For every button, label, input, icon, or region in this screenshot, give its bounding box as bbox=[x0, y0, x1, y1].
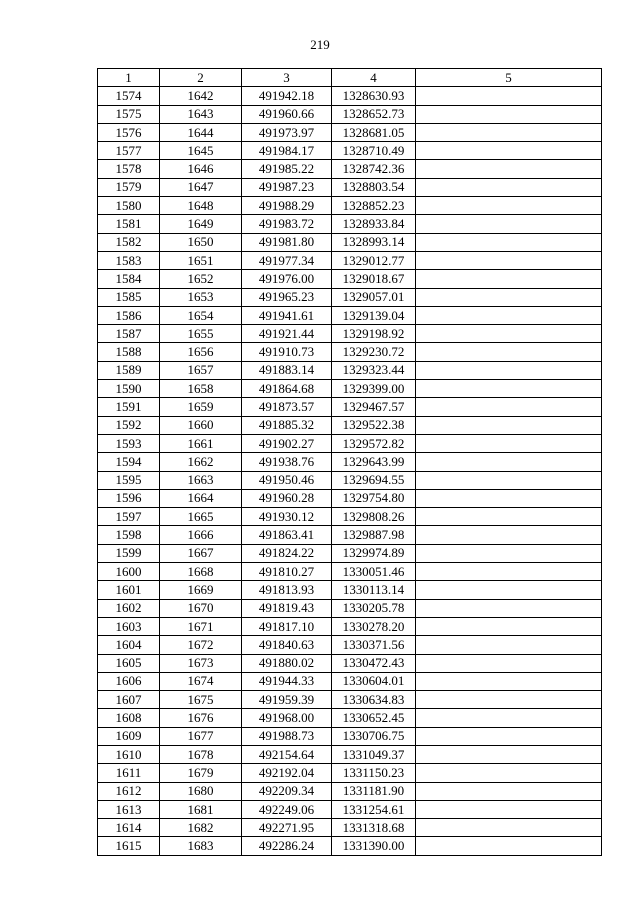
table-cell: 1330634.83 bbox=[332, 691, 416, 709]
table-cell: 1588 bbox=[98, 343, 160, 361]
table-row bbox=[98, 453, 602, 471]
table-cell: 1329694.55 bbox=[332, 471, 416, 489]
table-cell bbox=[416, 819, 602, 837]
table-row bbox=[98, 87, 602, 105]
table-row bbox=[98, 197, 602, 215]
table-cell: 1329754.80 bbox=[332, 489, 416, 507]
table-cell: 1659 bbox=[160, 398, 242, 416]
table-cell: 1655 bbox=[160, 325, 242, 343]
table-cell: 1592 bbox=[98, 416, 160, 434]
table-cell: 1329230.72 bbox=[332, 343, 416, 361]
table-cell: 491968.00 bbox=[242, 709, 332, 727]
table-cell: 1331150.23 bbox=[332, 764, 416, 782]
table-cell: 1591 bbox=[98, 398, 160, 416]
table-row bbox=[98, 709, 602, 727]
table-cell: 1331181.90 bbox=[332, 782, 416, 800]
table-cell: 1587 bbox=[98, 325, 160, 343]
table-cell bbox=[416, 672, 602, 690]
table-cell: 1603 bbox=[98, 617, 160, 635]
table-cell: 492286.24 bbox=[242, 837, 332, 855]
table-row bbox=[98, 617, 602, 635]
table-cell: 1669 bbox=[160, 581, 242, 599]
table-cell: 1584 bbox=[98, 270, 160, 288]
table-cell: 1654 bbox=[160, 306, 242, 324]
table-row bbox=[98, 416, 602, 434]
table-cell: 492154.64 bbox=[242, 745, 332, 763]
table-cell: 1601 bbox=[98, 581, 160, 599]
table-cell: 1594 bbox=[98, 453, 160, 471]
table-row bbox=[98, 434, 602, 452]
table-cell: 1667 bbox=[160, 544, 242, 562]
table-row bbox=[98, 361, 602, 379]
table-cell: 1328933.84 bbox=[332, 215, 416, 233]
table-cell: 1662 bbox=[160, 453, 242, 471]
page-number: 219 bbox=[310, 37, 330, 52]
table-cell: 1328681.05 bbox=[332, 123, 416, 141]
table-cell: 1330652.45 bbox=[332, 709, 416, 727]
table-cell: 1665 bbox=[160, 508, 242, 526]
table-cell bbox=[416, 471, 602, 489]
table-cell bbox=[416, 105, 602, 123]
table-cell: 1597 bbox=[98, 508, 160, 526]
table-cell: 1657 bbox=[160, 361, 242, 379]
table-cell: 491984.17 bbox=[242, 142, 332, 160]
table-cell bbox=[416, 215, 602, 233]
table-cell: 1651 bbox=[160, 251, 242, 269]
table-cell: 1670 bbox=[160, 599, 242, 617]
table-cell: 491960.28 bbox=[242, 489, 332, 507]
table-cell: 1645 bbox=[160, 142, 242, 160]
table-cell: 1663 bbox=[160, 471, 242, 489]
table-cell: 1576 bbox=[98, 123, 160, 141]
table-row bbox=[98, 837, 602, 855]
table-cell: 1653 bbox=[160, 288, 242, 306]
table-cell bbox=[416, 361, 602, 379]
table-cell: 491976.00 bbox=[242, 270, 332, 288]
table-cell: 491885.32 bbox=[242, 416, 332, 434]
table-row bbox=[98, 727, 602, 745]
table-row bbox=[98, 178, 602, 196]
column-header: 4 bbox=[332, 69, 416, 87]
table-cell: 491863.41 bbox=[242, 526, 332, 544]
table-cell: 491883.14 bbox=[242, 361, 332, 379]
table-cell: 491965.23 bbox=[242, 288, 332, 306]
table-cell: 491817.10 bbox=[242, 617, 332, 635]
table-cell: 1678 bbox=[160, 745, 242, 763]
table-cell: 1604 bbox=[98, 636, 160, 654]
table-cell: 1329399.00 bbox=[332, 380, 416, 398]
table-cell: 1598 bbox=[98, 526, 160, 544]
table-cell: 1583 bbox=[98, 251, 160, 269]
table-row bbox=[98, 526, 602, 544]
table-cell: 491988.73 bbox=[242, 727, 332, 745]
table-cell: 1609 bbox=[98, 727, 160, 745]
table-cell bbox=[416, 837, 602, 855]
table-cell: 1590 bbox=[98, 380, 160, 398]
table-cell: 1595 bbox=[98, 471, 160, 489]
table-cell: 491973.97 bbox=[242, 123, 332, 141]
table-cell: 1328652.73 bbox=[332, 105, 416, 123]
table-cell: 491930.12 bbox=[242, 508, 332, 526]
table-cell: 1613 bbox=[98, 800, 160, 818]
table-cell: 492192.04 bbox=[242, 764, 332, 782]
table-cell bbox=[416, 563, 602, 581]
table-cell: 491910.73 bbox=[242, 343, 332, 361]
table-row bbox=[98, 288, 602, 306]
table-row bbox=[98, 306, 602, 324]
table-cell: 1329572.82 bbox=[332, 434, 416, 452]
table-cell bbox=[416, 398, 602, 416]
table-cell bbox=[416, 416, 602, 434]
table-row bbox=[98, 800, 602, 818]
table-cell: 492271.95 bbox=[242, 819, 332, 837]
table-cell bbox=[416, 325, 602, 343]
table-cell: 1577 bbox=[98, 142, 160, 160]
table-cell: 1673 bbox=[160, 654, 242, 672]
table-row bbox=[98, 672, 602, 690]
table-row bbox=[98, 654, 602, 672]
table-cell bbox=[416, 617, 602, 635]
table-cell: 1605 bbox=[98, 654, 160, 672]
table-cell: 491840.63 bbox=[242, 636, 332, 654]
table-cell: 1611 bbox=[98, 764, 160, 782]
table-cell: 1330371.56 bbox=[332, 636, 416, 654]
table-cell bbox=[416, 306, 602, 324]
table-row bbox=[98, 636, 602, 654]
table-cell: 1610 bbox=[98, 745, 160, 763]
table-cell: 1607 bbox=[98, 691, 160, 709]
table-cell: 491810.27 bbox=[242, 563, 332, 581]
table-cell: 1643 bbox=[160, 105, 242, 123]
table-cell: 1329323.44 bbox=[332, 361, 416, 379]
table-cell: 1328742.36 bbox=[332, 160, 416, 178]
table-cell: 1602 bbox=[98, 599, 160, 617]
table-cell: 1642 bbox=[160, 87, 242, 105]
table-cell: 1329012.77 bbox=[332, 251, 416, 269]
table-cell: 1608 bbox=[98, 709, 160, 727]
table-row bbox=[98, 745, 602, 763]
table-cell: 1329974.89 bbox=[332, 544, 416, 562]
table-cell: 1660 bbox=[160, 416, 242, 434]
table-cell: 1596 bbox=[98, 489, 160, 507]
table-cell: 1675 bbox=[160, 691, 242, 709]
table-cell bbox=[416, 380, 602, 398]
table-cell bbox=[416, 233, 602, 251]
table-row bbox=[98, 251, 602, 269]
table-cell: 491985.22 bbox=[242, 160, 332, 178]
table-cell bbox=[416, 745, 602, 763]
table-cell bbox=[416, 197, 602, 215]
table-cell: 1328852.23 bbox=[332, 197, 416, 215]
table-cell: 1574 bbox=[98, 87, 160, 105]
table-cell: 491864.68 bbox=[242, 380, 332, 398]
table-cell: 1330051.46 bbox=[332, 563, 416, 581]
table-cell: 1681 bbox=[160, 800, 242, 818]
table-cell bbox=[416, 343, 602, 361]
table-row bbox=[98, 343, 602, 361]
table-cell bbox=[416, 288, 602, 306]
table-cell: 1578 bbox=[98, 160, 160, 178]
table-cell bbox=[416, 654, 602, 672]
column-header: 3 bbox=[242, 69, 332, 87]
table-row bbox=[98, 819, 602, 837]
table-row bbox=[98, 123, 602, 141]
table-cell: 1329467.57 bbox=[332, 398, 416, 416]
table-cell bbox=[416, 599, 602, 617]
table-cell: 1589 bbox=[98, 361, 160, 379]
table-cell bbox=[416, 251, 602, 269]
table-cell: 491942.18 bbox=[242, 87, 332, 105]
table-cell: 1676 bbox=[160, 709, 242, 727]
table-cell: 1331254.61 bbox=[332, 800, 416, 818]
table-cell: 1650 bbox=[160, 233, 242, 251]
table-cell: 1575 bbox=[98, 105, 160, 123]
table-cell: 1329198.92 bbox=[332, 325, 416, 343]
table-cell: 1656 bbox=[160, 343, 242, 361]
table-cell bbox=[416, 178, 602, 196]
table-cell: 1329057.01 bbox=[332, 288, 416, 306]
table-row bbox=[98, 160, 602, 178]
table-cell: 1661 bbox=[160, 434, 242, 452]
table-cell: 1585 bbox=[98, 288, 160, 306]
table-cell: 1679 bbox=[160, 764, 242, 782]
table-cell bbox=[416, 800, 602, 818]
table-row bbox=[98, 581, 602, 599]
table-cell: 1330205.78 bbox=[332, 599, 416, 617]
table-row bbox=[98, 215, 602, 233]
table-cell bbox=[416, 764, 602, 782]
table-cell: 491902.27 bbox=[242, 434, 332, 452]
table-cell: 491873.57 bbox=[242, 398, 332, 416]
table-cell bbox=[416, 142, 602, 160]
table-row bbox=[98, 398, 602, 416]
table-cell: 1671 bbox=[160, 617, 242, 635]
table-cell: 1646 bbox=[160, 160, 242, 178]
table-cell bbox=[416, 270, 602, 288]
table-cell bbox=[416, 727, 602, 745]
table-cell: 491880.02 bbox=[242, 654, 332, 672]
table-row bbox=[98, 142, 602, 160]
table-cell: 1664 bbox=[160, 489, 242, 507]
table-row bbox=[98, 270, 602, 288]
table-cell bbox=[416, 453, 602, 471]
table-cell: 1614 bbox=[98, 819, 160, 837]
column-header: 2 bbox=[160, 69, 242, 87]
table-cell: 1666 bbox=[160, 526, 242, 544]
table-cell: 491941.61 bbox=[242, 306, 332, 324]
table-cell: 1331318.68 bbox=[332, 819, 416, 837]
table-cell: 1680 bbox=[160, 782, 242, 800]
table-cell: 1612 bbox=[98, 782, 160, 800]
table-cell: 1579 bbox=[98, 178, 160, 196]
table-cell: 1328803.54 bbox=[332, 178, 416, 196]
table-row bbox=[98, 764, 602, 782]
table-cell: 491824.22 bbox=[242, 544, 332, 562]
table-cell: 491938.76 bbox=[242, 453, 332, 471]
table-row bbox=[98, 563, 602, 581]
table-cell: 1581 bbox=[98, 215, 160, 233]
table-cell: 491987.23 bbox=[242, 178, 332, 196]
table-cell: 491813.93 bbox=[242, 581, 332, 599]
table-cell: 1328710.49 bbox=[332, 142, 416, 160]
table-cell: 1649 bbox=[160, 215, 242, 233]
table-cell: 491921.44 bbox=[242, 325, 332, 343]
table-row bbox=[98, 599, 602, 617]
table-cell: 1582 bbox=[98, 233, 160, 251]
table-cell bbox=[416, 160, 602, 178]
table-cell: 1331390.00 bbox=[332, 837, 416, 855]
table-cell: 1330472.43 bbox=[332, 654, 416, 672]
table-cell: 1677 bbox=[160, 727, 242, 745]
table-row bbox=[98, 691, 602, 709]
table-cell: 1600 bbox=[98, 563, 160, 581]
table-cell bbox=[416, 489, 602, 507]
table-cell bbox=[416, 691, 602, 709]
table-cell: 491944.33 bbox=[242, 672, 332, 690]
table-cell: 1330604.01 bbox=[332, 672, 416, 690]
table-header-row bbox=[98, 69, 602, 87]
table-cell: 1672 bbox=[160, 636, 242, 654]
table-cell bbox=[416, 636, 602, 654]
table-body bbox=[98, 87, 602, 855]
table-cell bbox=[416, 87, 602, 105]
table-cell: 1329808.26 bbox=[332, 508, 416, 526]
table-cell: 1329522.38 bbox=[332, 416, 416, 434]
table-cell: 491988.29 bbox=[242, 197, 332, 215]
table-cell: 1683 bbox=[160, 837, 242, 855]
table-cell: 492249.06 bbox=[242, 800, 332, 818]
table-cell: 1647 bbox=[160, 178, 242, 196]
table-cell: 491981.80 bbox=[242, 233, 332, 251]
table-cell bbox=[416, 123, 602, 141]
table-cell: 1329643.99 bbox=[332, 453, 416, 471]
table-row bbox=[98, 489, 602, 507]
table-cell bbox=[416, 508, 602, 526]
table-cell: 1615 bbox=[98, 837, 160, 855]
table-cell: 1330278.20 bbox=[332, 617, 416, 635]
table-cell: 492209.34 bbox=[242, 782, 332, 800]
table-row bbox=[98, 105, 602, 123]
table-cell: 491983.72 bbox=[242, 215, 332, 233]
table-cell bbox=[416, 434, 602, 452]
table-cell: 1606 bbox=[98, 672, 160, 690]
column-header: 1 bbox=[98, 69, 160, 87]
table-cell: 1599 bbox=[98, 544, 160, 562]
table-cell: 1331049.37 bbox=[332, 745, 416, 763]
table-cell: 1644 bbox=[160, 123, 242, 141]
table-row bbox=[98, 380, 602, 398]
table-cell: 1658 bbox=[160, 380, 242, 398]
table-cell: 491959.39 bbox=[242, 691, 332, 709]
table-cell: 1580 bbox=[98, 197, 160, 215]
table-row bbox=[98, 471, 602, 489]
table-row bbox=[98, 782, 602, 800]
table-cell: 1329887.98 bbox=[332, 526, 416, 544]
table-cell bbox=[416, 526, 602, 544]
table-cell: 1328630.93 bbox=[332, 87, 416, 105]
table-cell: 491960.66 bbox=[242, 105, 332, 123]
table-cell: 1682 bbox=[160, 819, 242, 837]
table-cell: 1329139.04 bbox=[332, 306, 416, 324]
table-cell: 1648 bbox=[160, 197, 242, 215]
table-cell bbox=[416, 782, 602, 800]
table-row bbox=[98, 325, 602, 343]
table-cell: 1652 bbox=[160, 270, 242, 288]
column-header: 5 bbox=[416, 69, 602, 87]
table-cell: 1328993.14 bbox=[332, 233, 416, 251]
table-cell bbox=[416, 581, 602, 599]
table-cell: 1593 bbox=[98, 434, 160, 452]
table-cell: 1330706.75 bbox=[332, 727, 416, 745]
table-row bbox=[98, 508, 602, 526]
table-cell: 491977.34 bbox=[242, 251, 332, 269]
table-cell: 491819.43 bbox=[242, 599, 332, 617]
table-cell: 1586 bbox=[98, 306, 160, 324]
table-cell bbox=[416, 544, 602, 562]
table-cell: 1674 bbox=[160, 672, 242, 690]
table-row bbox=[98, 233, 602, 251]
table-cell: 491950.46 bbox=[242, 471, 332, 489]
table-cell: 1329018.67 bbox=[332, 270, 416, 288]
coordinates-table bbox=[97, 68, 602, 856]
table-row bbox=[98, 544, 602, 562]
table-cell: 1668 bbox=[160, 563, 242, 581]
table-cell bbox=[416, 709, 602, 727]
table-cell: 1330113.14 bbox=[332, 581, 416, 599]
